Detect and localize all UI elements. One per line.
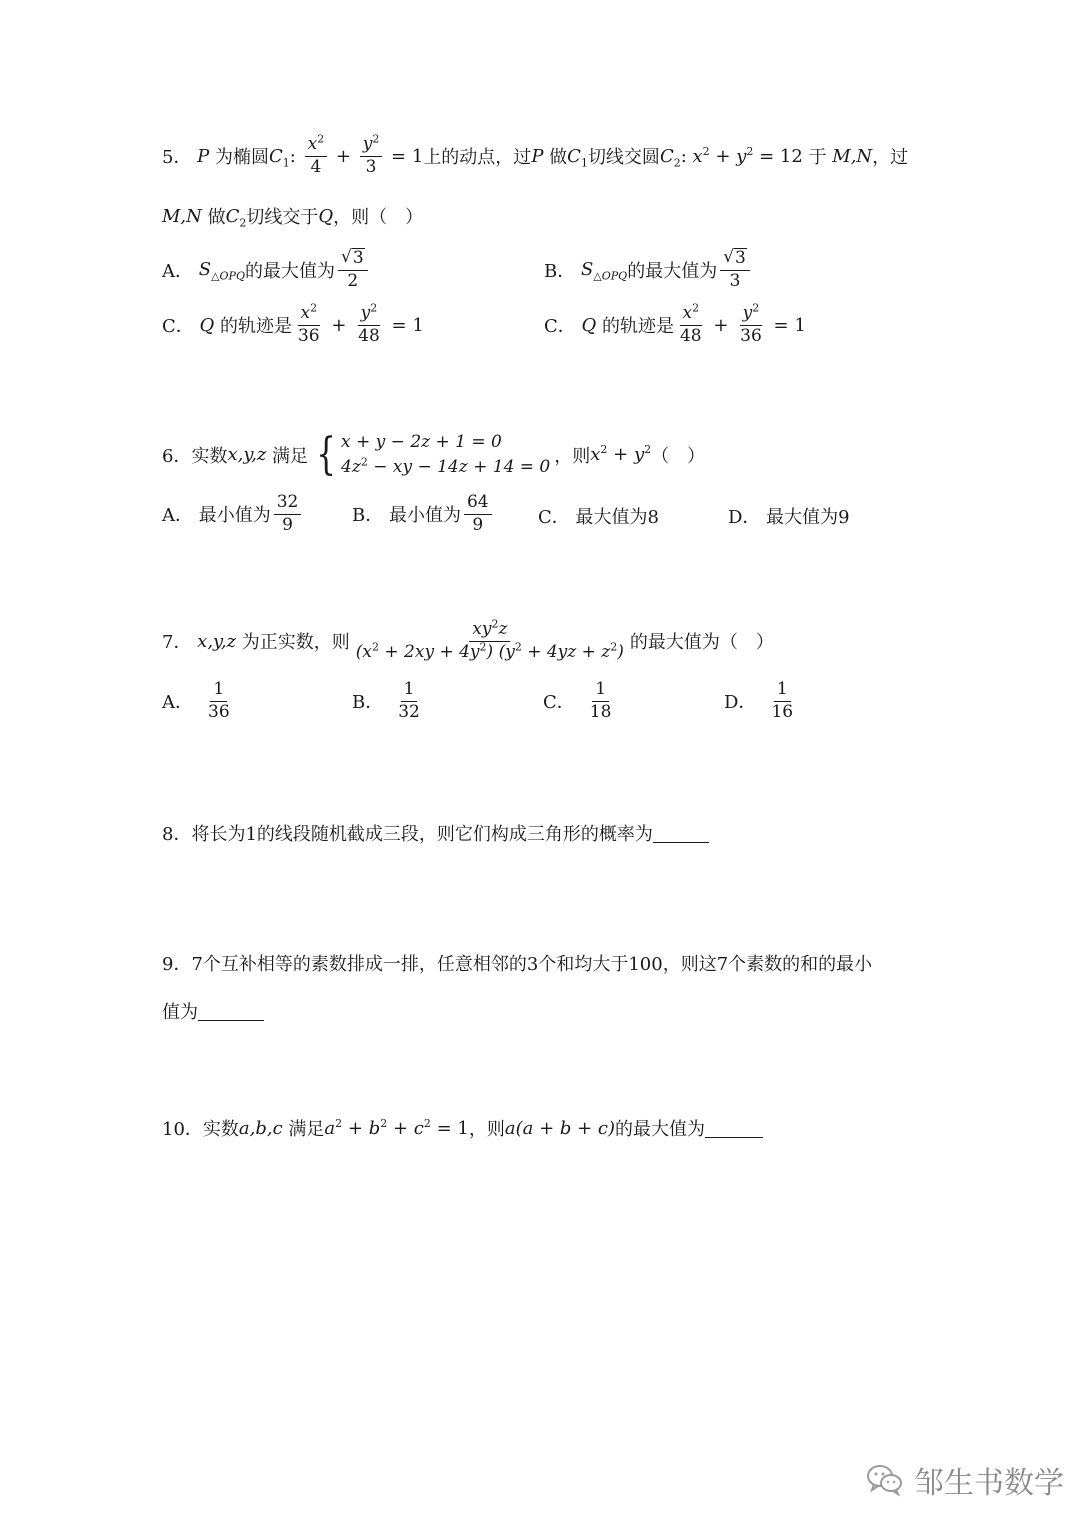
frac-num: 32: [274, 493, 302, 515]
q5-number: 5．: [162, 147, 192, 169]
option-text: 的轨迹是: [219, 316, 292, 338]
frac-den: 9: [282, 514, 293, 535]
q10-text-d: 的最大值为: [615, 1119, 706, 1140]
wechat-icon: [866, 1463, 904, 1497]
q6-eq2-post: − xy − 14z + 14 = 0: [367, 456, 551, 477]
q6-equation-system: { x + y − 2z + 1 = 0 $4z^2$ − xy − 14z + 14 = 0: [316, 428, 551, 480]
q7-option-a: [162, 680, 236, 722]
watermark: [866, 1458, 1064, 1502]
q5-text-b: 上的动点，过: [423, 147, 532, 169]
q5-option-b: B． $S_{\triangle OPQ}$ 的最大值为 √ 3 3: [544, 248, 753, 291]
q6-text-b: 满足: [272, 445, 309, 467]
q9-text-line1: 7个互补相等的素数排成一排，任意相邻的3个和均大于100，则这7个素数的和的最小: [191, 954, 873, 975]
q5-text-d: 切线交圆: [587, 147, 660, 169]
q5-text-e: 于: [808, 147, 827, 169]
q6-option-b: [352, 493, 495, 535]
q5-text-f: ，过: [872, 147, 909, 169]
q5-text-h: 切线交于: [246, 207, 319, 228]
frac-num: 1: [592, 680, 609, 702]
frac-den: 36: [208, 701, 230, 722]
frac-num: 1: [774, 680, 791, 702]
q7-stem: 7． x,y,z 为正实数，则 $\frac{xy^2z}{(x^2 + 2xy + 4y^2) (y^2 + 4yz + z^2)}$ 的最大值为（ ）: [162, 617, 774, 662]
q6-stem: 6． 实数 x,y,z 满足 { x + y − 2z + 1 = 0 $4z^2$ − xy − 14z + 14 = 0 ，则 $x^2$ + $y^2$ （ ）: [162, 428, 706, 480]
option-label: C．: [543, 692, 575, 714]
q9-line1: [162, 950, 872, 976]
frac-den: 18: [589, 701, 612, 722]
q10-text-a: 实数: [202, 1119, 239, 1140]
frac-den: 16: [771, 701, 794, 722]
option-text: 最大值为9: [766, 507, 850, 528]
q5-option-c1: C． Q 的轨迹是 $\frac{x^2}{36}$ + $\frac{y^2}{48}$ = 1: [162, 301, 424, 346]
q6-text-c: ，则: [554, 445, 591, 467]
option-text: 的最大值为: [627, 260, 718, 282]
option-label: C．: [544, 316, 576, 338]
q6-eq1: x + y − 2z + 1 = 0: [341, 432, 502, 452]
q6-option-d: [728, 503, 850, 529]
q7-text-a: 为正实数，则: [241, 632, 350, 654]
q10-text-c: ，则: [468, 1119, 505, 1140]
q7-text-b: 的最大值为（ ）: [629, 632, 774, 654]
q5-frac-y: $\frac{y^2}{3}$: [360, 135, 383, 177]
q10-answer-blank[interactable]: [705, 1119, 763, 1138]
q5-line1: 5． P 为椭圆 $C_1$ : $\frac{x^2}{4}$ + $\frac{y^2}{3}$ = 1 上的动点，过 P 做 $C_1$ 切线交圆 $C_2$ : $x^2$ + $y^2$ = 12 于 M,N ，过: [162, 132, 909, 177]
frac-num: 64: [464, 493, 492, 515]
option-label: A．: [162, 505, 193, 527]
q5-option-c2: C． Q 的轨迹是 $\frac{x^2}{48}$ + $\frac{y^2}{36}$ = 1: [544, 301, 806, 346]
q8-text: 将长为1的线段随机截成三段，则它们构成三角形的概率为: [191, 824, 653, 845]
q7-option-c: [543, 680, 617, 722]
option-text: 的最大值为: [244, 260, 335, 282]
q5-option-a: A． $S_{\triangle OPQ}$ 的最大值为 √ 3 2: [162, 248, 371, 291]
q9-text-line2: 值为: [162, 1002, 198, 1023]
q5-frac-x: $\frac{x^2}{4}$: [305, 135, 328, 177]
option-text: 最大值为8: [575, 507, 659, 528]
q5-text-c: 做: [549, 147, 568, 169]
q8-answer-blank[interactable]: [653, 824, 709, 843]
q9-number: 9．: [162, 954, 192, 975]
q5-text-i: ，则（ ）: [333, 207, 424, 228]
option-label: D．: [728, 507, 761, 528]
q5-line2: M,N 做 $C_2$ 切线交于 Q ，则（ ）: [162, 203, 423, 229]
q8-stem: [162, 820, 709, 846]
q8-number: 8．: [162, 824, 192, 845]
q9-line2: [162, 998, 264, 1024]
q6-text-a: 实数: [191, 445, 228, 467]
q5-text-a: 为椭圆: [215, 147, 270, 169]
option-label: C．: [162, 316, 194, 338]
q10-number: 10．: [162, 1119, 203, 1140]
option-label: B．: [544, 260, 576, 282]
option-text: 最小值为: [198, 505, 271, 527]
q9-answer-blank[interactable]: [198, 1002, 264, 1021]
q6-option-a: [162, 493, 304, 535]
q7-expression: $\frac{xy^2z}{(x^2 + 2xy + 4y^2) (y^2 + 4yz + z^2)}$: [355, 617, 624, 662]
option-label: D．: [724, 692, 757, 714]
option-text: 的轨迹是: [601, 316, 674, 338]
q6-eq2-pre: 4z: [341, 456, 361, 477]
option-label: B．: [352, 692, 384, 714]
frac-num: 1: [210, 680, 227, 702]
q6-option-c: [538, 503, 659, 529]
option-label: B．: [352, 505, 384, 527]
q6-text-d: （ ）: [651, 445, 706, 467]
q10-stem: 10． 实数 a,b,c 满足 $a^2$ + $b^2$ + $c^2$ = 1 ，则 a(a + b + c) 的最大值为: [162, 1115, 763, 1141]
frac-num: 1: [401, 680, 418, 702]
q5-text-g: 做: [207, 207, 226, 228]
q7-option-b: [352, 680, 426, 722]
option-text: 最小值为: [388, 505, 461, 527]
frac-den: 32: [398, 701, 420, 722]
q7-option-d: [724, 680, 799, 722]
q6-number: 6．: [162, 445, 192, 467]
watermark-text: 邹生书数学: [914, 1466, 1064, 1501]
frac-den: 9: [472, 514, 484, 535]
option-label: A．: [162, 692, 193, 714]
q10-text-b: 满足: [288, 1119, 325, 1140]
option-label: A．: [162, 260, 193, 282]
q7-number: 7．: [162, 632, 192, 654]
option-label: C．: [538, 507, 570, 528]
